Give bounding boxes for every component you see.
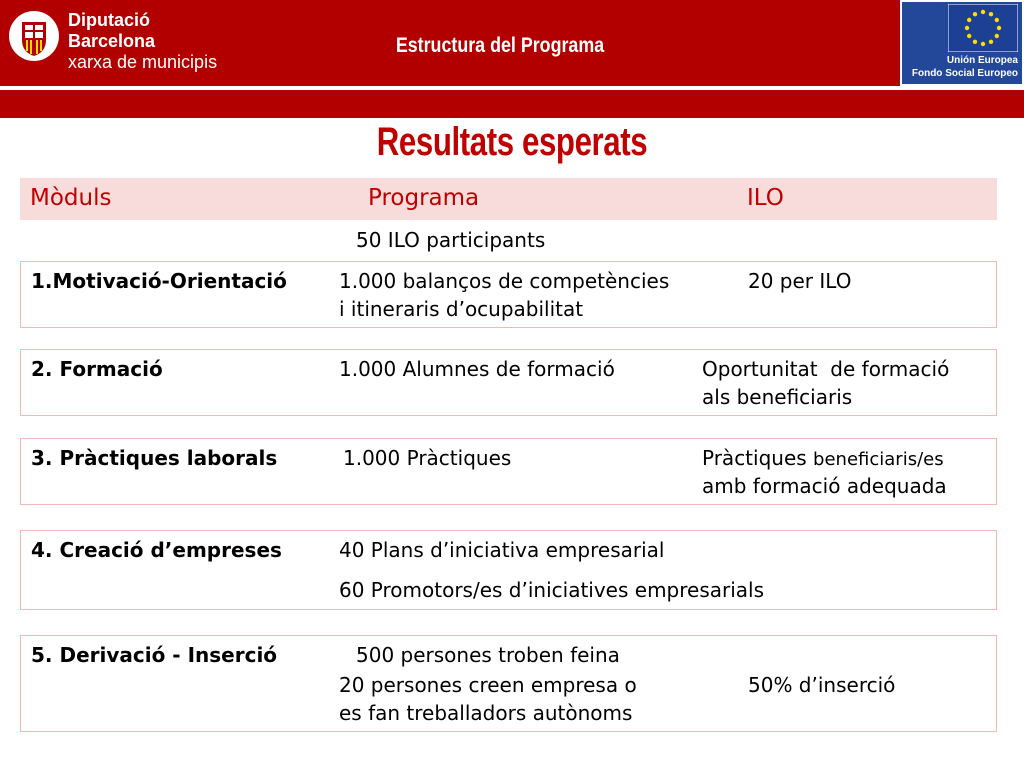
row-module: 4. Creació d’empreses: [31, 538, 282, 562]
table-row: [20, 438, 997, 505]
row-program-line: 40 Plans d’iniciativa empresarial: [339, 538, 665, 562]
column-header-modules: Mòduls: [30, 185, 112, 211]
eu-flag-icon: [948, 4, 1018, 52]
row-program-line: 1.000 Alumnes de formació: [339, 357, 615, 381]
org-line-3: xarxa de municipis: [68, 52, 218, 72]
row-module: 1.Motivació-Orientació: [31, 269, 287, 293]
column-header-band: [20, 178, 997, 220]
org-line-1: Diputació: [68, 10, 151, 30]
program-title: Estructura del Programa: [395, 34, 605, 57]
row-module: 5. Derivació - Inserció: [31, 643, 278, 667]
column-header-program: Programa: [368, 185, 480, 211]
eu-line-1: Unión Europea: [946, 55, 1018, 66]
organization-name: [68, 10, 217, 73]
table-row: [20, 635, 997, 732]
table-row: [20, 349, 997, 416]
row-ilo-line: 20 per ILO: [748, 269, 852, 293]
row-ilo-line: amb formació adequada: [702, 474, 947, 498]
row-ilo-text-small: beneficiaris/es: [813, 449, 944, 470]
row-program-line: 60 Promotors/es d’iniciatives empresarials: [339, 578, 765, 602]
diputacio-shield-icon: [8, 10, 60, 62]
column-header-ilo: ILO: [747, 185, 784, 211]
row-program-line: 1.000 Pràctiques: [343, 446, 512, 470]
row-program-line: 1.000 balanços de competències: [339, 269, 670, 293]
row-program-line: i itineraris d’ocupabilitat: [339, 297, 584, 321]
table-row: [20, 261, 997, 328]
org-line-2: Barcelona: [68, 31, 156, 51]
eu-caption: [902, 54, 1022, 80]
row-program-line: es fan treballadors autònoms: [339, 701, 633, 725]
header-band: [0, 90, 1024, 118]
page-title: Resultats esperats: [376, 120, 648, 164]
row-module: 3. Pràctiques laborals: [31, 446, 278, 470]
row-ilo-line: [702, 444, 944, 474]
row-module: 2. Formació: [31, 357, 163, 381]
row-ilo-line: Oportunitat de formació: [702, 357, 950, 381]
row-ilo-line: 50% d’inserció: [748, 673, 896, 697]
row-ilo-line: als beneficiaris: [702, 385, 853, 409]
participants-note: 50 ILO participants: [356, 228, 546, 252]
table-row: [20, 530, 997, 610]
row-ilo-text: Pràctiques: [702, 446, 807, 470]
row-program-line: 500 persones troben feina: [356, 643, 620, 667]
row-program-line: 20 persones creen empresa o: [339, 673, 637, 697]
eu-line-2: Fondo Social Europeo: [911, 68, 1018, 79]
